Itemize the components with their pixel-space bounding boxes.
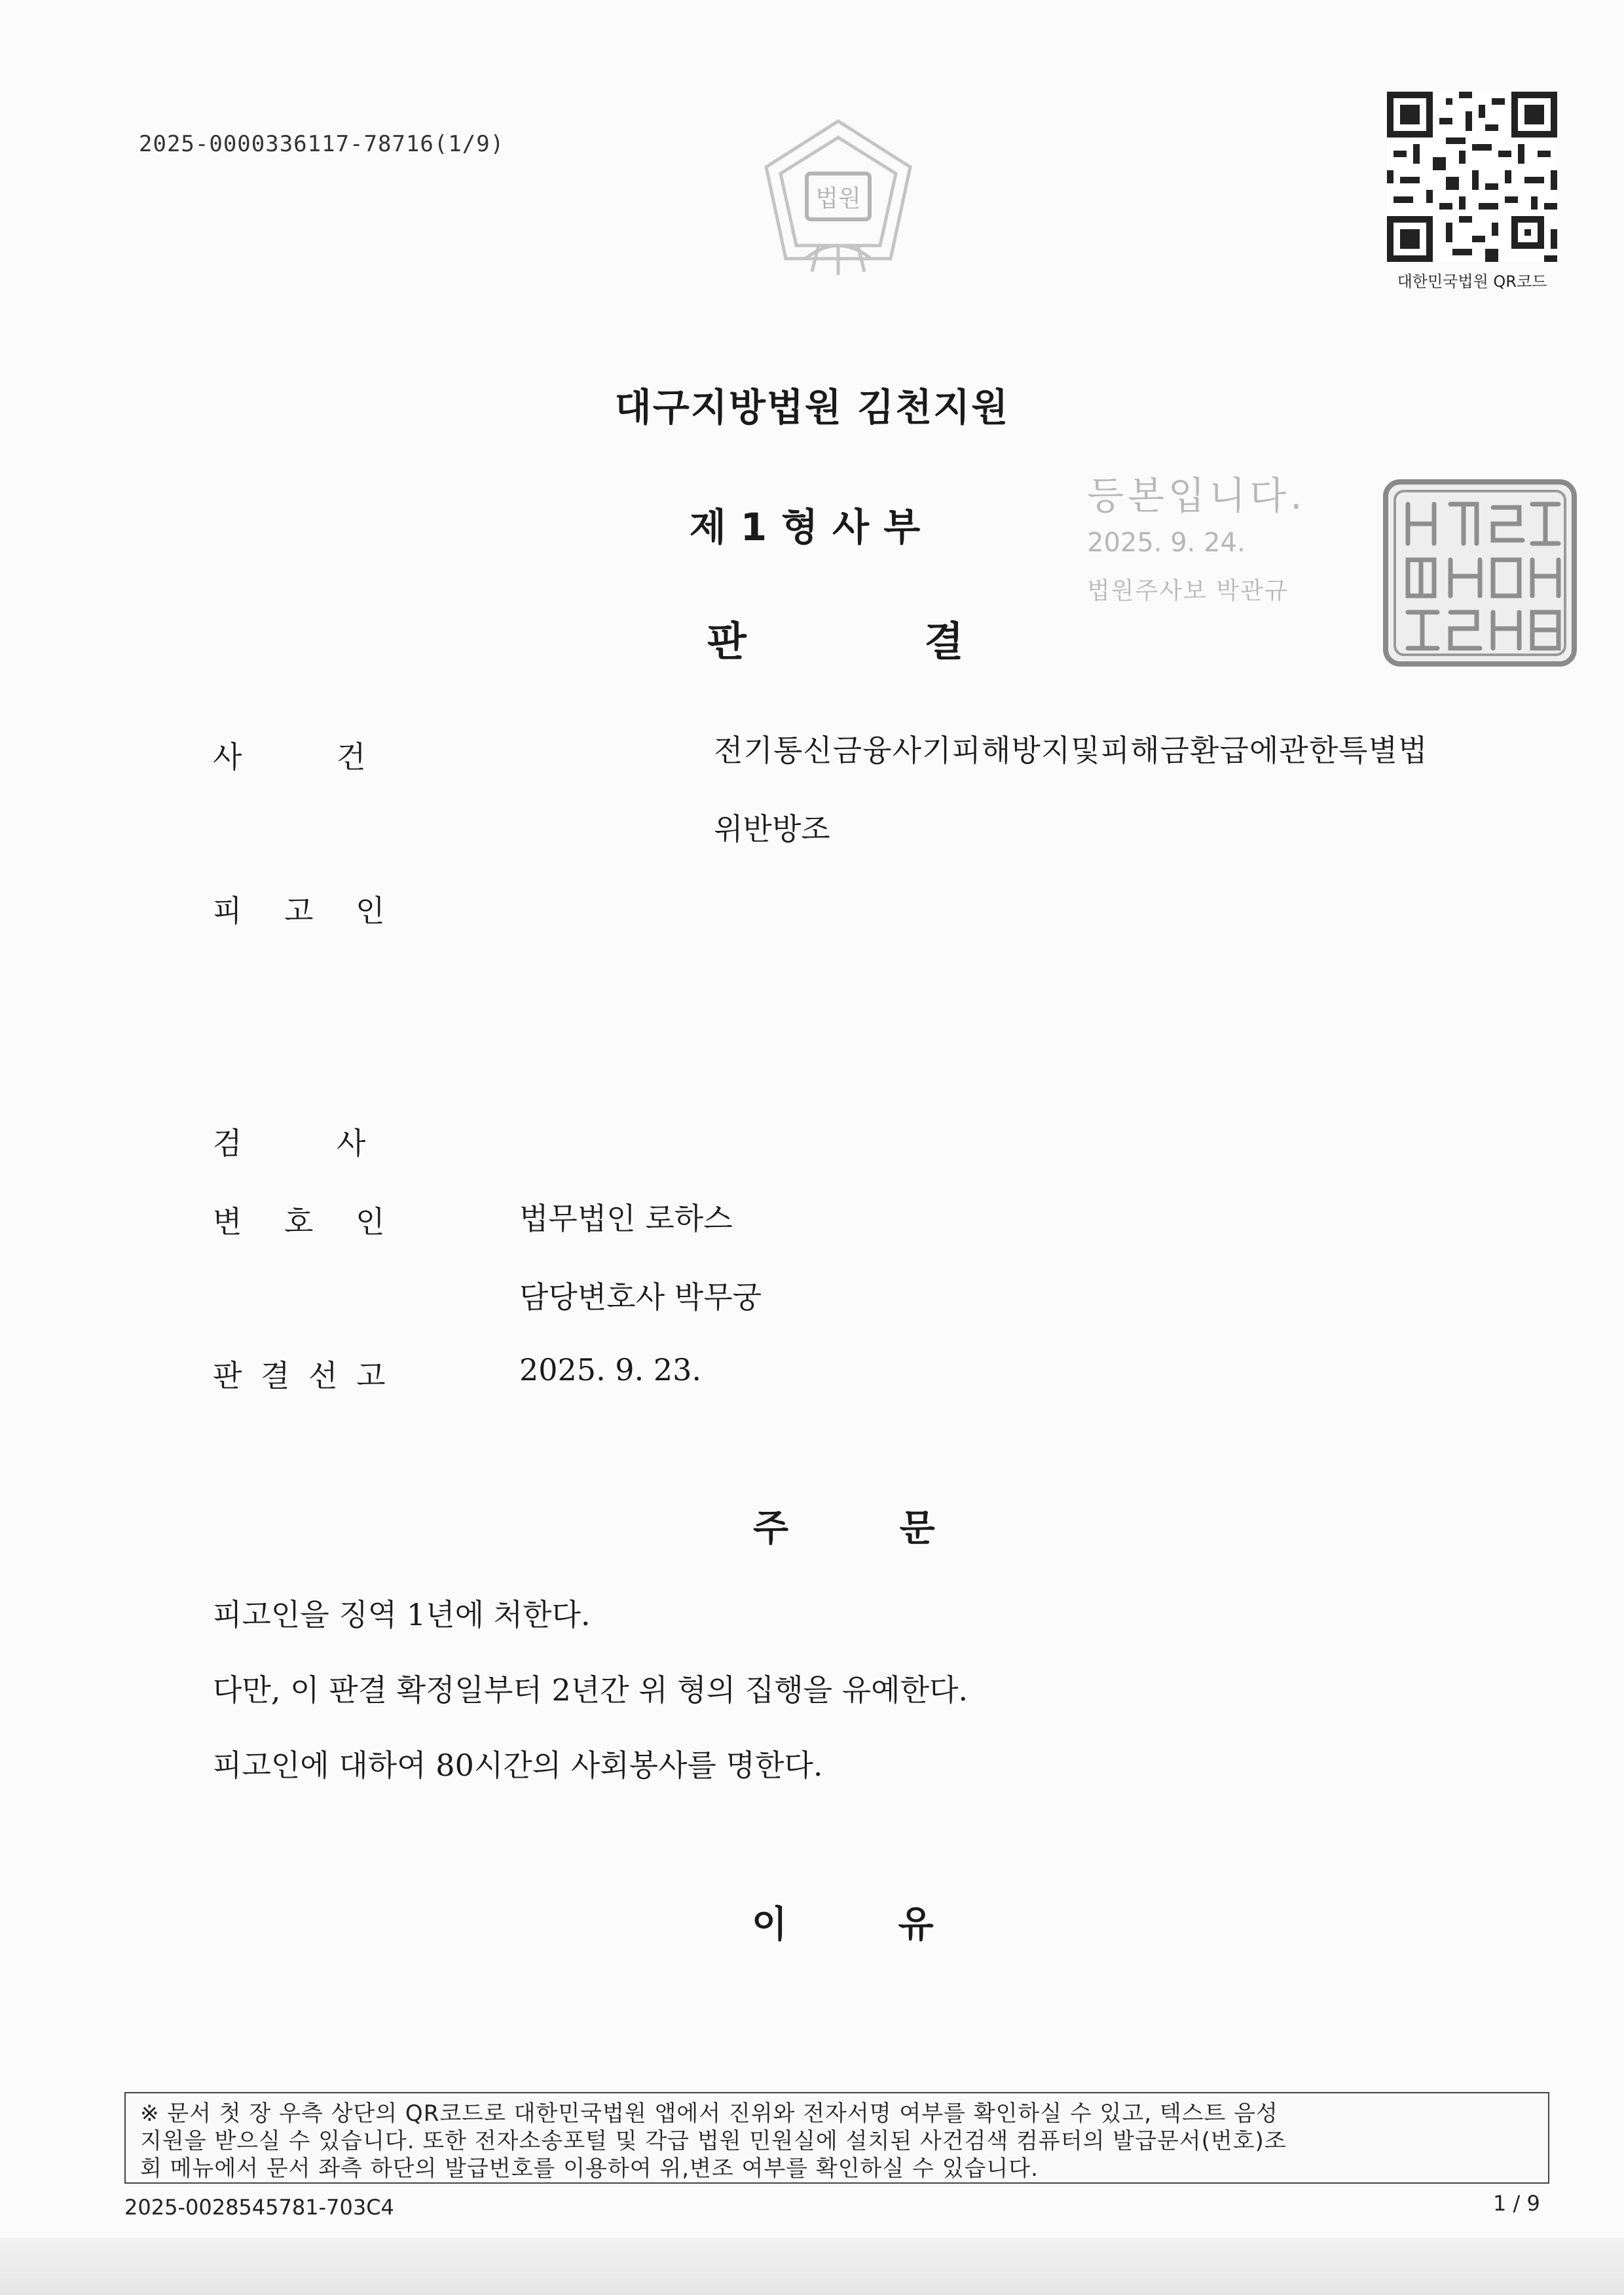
document-id-top: 2025-0000336117-78716(1/9) [139,131,505,157]
counsel-attorney: 담당변호사 박무궁 [519,1279,762,1315]
notice-line: 회 메뉴에서 문서 좌측 하단의 발급번호를 이용하여 위,변조 여부를 확인하실 수 있습니다. [140,2156,1039,2182]
order-line: 다만, 이 판결 확정일부터 2년간 위 형의 집행을 유예한다. [213,1672,969,1708]
certified-copy-text: 등본입니다. [1087,473,1306,518]
notice-line: ※ 문서 첫 장 우측 상단의 QR코드로 대한민국법원 앱에서 진위와 전자서명 여부를 확인하실 수 있고, 텍스트 음성 [140,2101,1278,2127]
prosecutor-label: 검 사 [213,1126,366,1161]
counsel-label: 변 호 인 [213,1204,385,1239]
scan-footer-band [0,2238,1624,2295]
court-name: 대구지방법원 김천지원 [614,385,1010,430]
court-emblem-icon [747,111,930,282]
defendant-label: 피 고 인 [213,893,385,928]
certified-copy-date: 2025. 9. 24. [1087,528,1246,558]
order-line: 피고인을 징역 1년에 처한다. [213,1597,591,1632]
judgment-date-label: 판 결 선 고 [213,1358,386,1393]
page-number: 1 / 9 [1493,2191,1540,2216]
order-line: 피고인에 대하여 80시간의 사회봉사를 명한다. [213,1748,823,1783]
qr-caption: 대한민국법원 QR코드 [1397,272,1547,291]
case-name-line-1: 전기통신금융사기피해방지및피해금환급에관한특별법 [714,733,1428,768]
qr-code-icon[interactable] [1387,92,1557,262]
official-seal-icon [1382,478,1578,668]
document-type-title: 판 결 [707,617,964,665]
certified-copy-stamp [1087,465,1362,606]
judgment-date-value: 2025. 9. 23. [519,1352,701,1387]
verification-notice [124,2092,1549,2184]
issuance-number: 2025-0028545781-703C4 [124,2195,394,2220]
reason-heading: 이 유 [752,1903,934,1946]
division-title: 제1형사부 [689,505,935,549]
certifying-clerk: 법원주사보 박관규 [1087,578,1289,604]
case-name-line-2: 위반방조 [714,811,830,847]
notice-line: 지원을 받으실 수 있습니다. 또한 전자소송포털 및 각급 법원 민원실에 설치된 사건검색 컴퓨터의 발급문서(번호)조 [140,2128,1287,2154]
case-label: 사 건 [213,739,366,775]
emblem-text: 법원 [815,185,861,212]
order-heading: 주 문 [753,1507,935,1550]
counsel-firm: 법무법인 로하스 [519,1201,733,1236]
